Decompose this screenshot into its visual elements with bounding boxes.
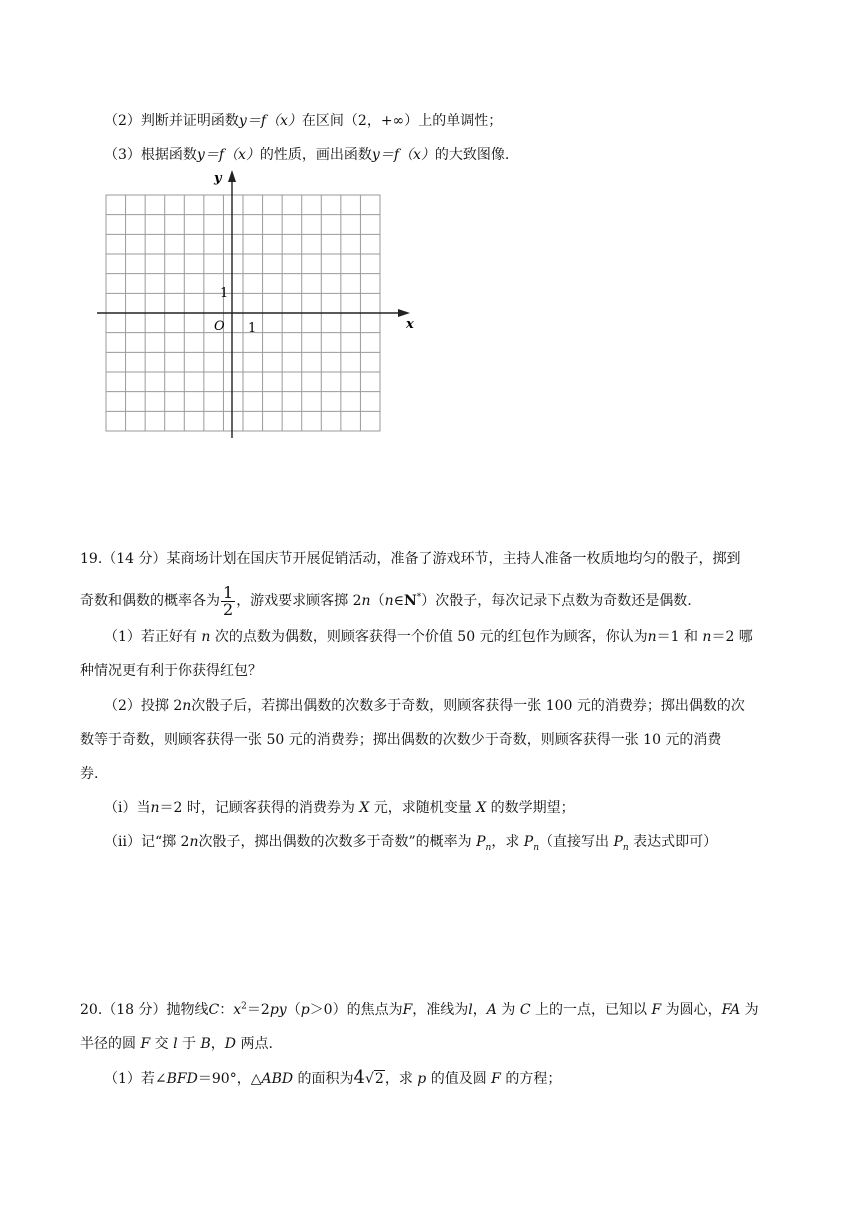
q18-part2: （2）判断并证明函数y＝f（x）在区间（2，+∞）上的单调性； [104, 113, 503, 129]
q20-part1: （1）若∠BFD＝90°，△ABD 的面积为4√2，求 p 的值及圆 F 的方程； [104, 1067, 562, 1088]
q20-line1: 20.（18 分）抛物线C：$x^2=2py(p>0)$的焦点为F，准线为l，A 为 C 上的一点，已知以 F 为圆心，FA 为 [80, 1001, 759, 1018]
origin-label: O [214, 319, 225, 334]
x-tick-label: 1 [248, 321, 257, 336]
q19-part2-line1: （2）投掷 2n次骰子后，若掷出偶数的次数多于奇数，则顾客获得一张 100 元的消费券；掷出偶数的次 [104, 698, 745, 714]
y-axis-label: y [214, 171, 222, 186]
q19-part1-line1: （1）若正好有 n 次的点数为偶数，则顾客获得一个价值 50 元的红包作为顾客，你认为n＝1 和 n＝2 哪 [104, 629, 753, 645]
q19-number: 19. [80, 551, 103, 567]
q19-part2-line3: 券. [80, 766, 99, 782]
q19-line1: 19.（14 分）某商场计划在国庆节开展促销活动，准备了游戏环节，主持人准备一枚质地均匀的骰子，掷到 [80, 551, 741, 567]
q19-part2-ii: （ⅱ）记“掷 2n次骰子，掷出偶数的次数多于奇数”的概率为 $P_n$，求 $P_n$（直接写出 $P_n$ 表达式即可） [104, 834, 718, 853]
q19-line2: 奇数和偶数的概率各为 $\frac{1}{2}$ ，游戏要求顾客掷 2n（n∈N*）次骰子，每次记录下点数为奇数还是偶数. [80, 582, 692, 619]
q19-part2-i: （ⅰ）当n＝2 时，记顾客获得的消费券为 X 元，求随机变量 X 的数学期望； [104, 800, 575, 816]
q20-score: （18 分） [102, 1002, 167, 1018]
q18-part3: （3）根据函数y＝f（x）的性质，画出函数y＝f（x）的大致图像. [104, 147, 510, 163]
q19-score: （14 分） [102, 551, 167, 567]
x-axis-label: x [406, 317, 414, 332]
y-axis-arrow [228, 170, 236, 182]
y-tick-label: 1 [220, 286, 229, 301]
q19-part1-line2: 种情况更有利于你获得红包？ [80, 663, 262, 679]
x-axis-arrow [398, 309, 410, 317]
sqrt-two: √2 [365, 1071, 384, 1087]
fraction-one-half: $\frac{1}{2}$ [223, 582, 234, 619]
q20-line2: 半径的圆 F 交 l 于 B，D 两点. [80, 1036, 273, 1052]
q20-number: 20. [80, 1002, 103, 1018]
coordinate-grid [92, 168, 422, 444]
q19-part2-line2: 数等于奇数，则顾客获得一张 50 元的消费券；掷出偶数的次数少于奇数，则顾客获得一张 10 元的消费 [80, 732, 722, 748]
